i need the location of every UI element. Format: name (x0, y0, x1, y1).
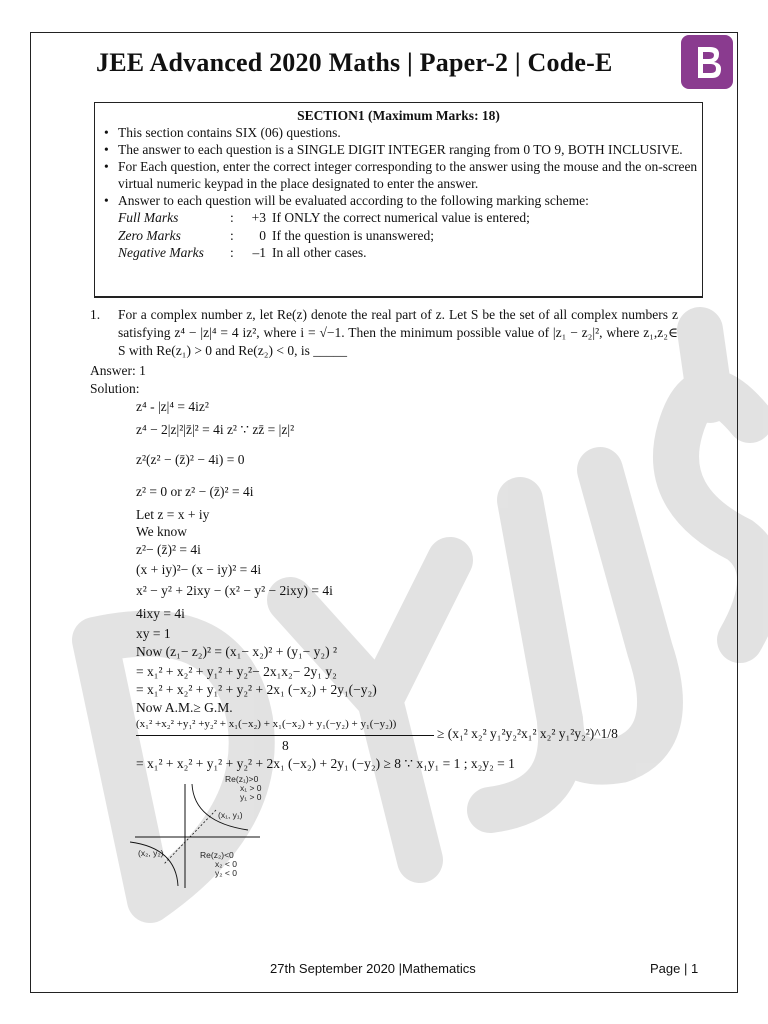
scheme-value: +3 (251, 210, 266, 225)
page-title: JEE Advanced 2020 Maths | Paper-2 | Code-E (96, 48, 613, 77)
footer-date: 27th September 2020 |Mathematics (270, 961, 476, 976)
instruction-item: • Answer to each question will be evaluated according to the following marking scheme: (118, 192, 702, 209)
marking-scheme (118, 209, 702, 262)
amgm-denominator: 8 (282, 738, 289, 753)
answer-line: Answer: 1 (90, 363, 146, 378)
section-instructions-box (94, 102, 703, 298)
solution-line: z⁴ − 2|z|²|z̄|² = 4i z² ∵ zz̄ = |z|² (136, 422, 295, 437)
instruction-item: • This section contains SIX (06) questions. (118, 124, 702, 141)
solution-line: 4ixy = 4i (136, 606, 185, 621)
hyperbola-diagram (130, 772, 290, 890)
scheme-desc: If the question is unanswered; (272, 227, 434, 243)
graph-label: y₁ > 0 (240, 792, 262, 802)
solution-label: Solution: (90, 381, 140, 396)
amgm-rhs: ≥ (x₁² x₂² y₁²y₂²x₁² x₂² y₁²y₂²)^1/8 (437, 726, 618, 741)
solution-line: z²− (z̄)² = 4i (136, 542, 201, 557)
scheme-value: –1 (252, 245, 266, 260)
amgm-numerator: (x₁² +x₂² +y₁² +y₂² + x₁(−x₂) + x₁(−x₂) + y₁(−y₂) + y₁(−y₂)) (136, 718, 397, 730)
graph-label: Re(z₁)>0 (225, 774, 259, 784)
solution-line: Now A.M.≥ G.M. (136, 700, 233, 715)
solution-line: Let z = x + iy (136, 507, 210, 522)
instruction-item: • For Each question, enter the correct integer corresponding to the answer using the mouse and the on-screen virtual numeric keypad in the place designated to enter the answer. (118, 158, 702, 192)
question-text: For a complex number z, let Re(z) denote the real part of z. Let S be the set of all complex numbers z satisfying z⁴ − |z|⁴ = 4 iz², where i = √−1. Then the minimum possible value of |z₁ − z₂|², where z₁,z₂∈ S with Re(z₁) > 0 and Re(z₂) < 0, is _____ (118, 307, 678, 358)
graph-label: x₁ > 0 (240, 783, 262, 793)
section-title: SECTION1 (Maximum Marks: 18) (297, 108, 500, 123)
scheme-sep: : (230, 227, 234, 243)
instruction-list (95, 124, 702, 209)
scheme-sep: : (230, 210, 234, 225)
solution-line: We know (136, 524, 188, 539)
question-number: 1. (90, 307, 101, 322)
scheme-label: Zero Marks (118, 227, 181, 243)
scheme-desc: If ONLY the correct numerical value is entered; (272, 210, 530, 225)
byjus-logo (681, 35, 733, 89)
solution-line: z²(z² − (z̄)² − 4i) = 0 (136, 452, 245, 467)
scheme-label: Negative Marks (118, 245, 204, 260)
solution-line: (x + iy)²− (x − iy)² = 4i (136, 562, 262, 577)
instruction-item: • The answer to each question is a SINGLE DIGIT INTEGER ranging from 0 TO 9, BOTH INCLUSIVE. (118, 141, 702, 158)
graph-label: y₂ < 0 (215, 868, 237, 878)
scheme-sep: : (230, 245, 234, 260)
graph-label: (x₁, y₁) (218, 810, 243, 820)
graph-label: Re(z₂)<0 (200, 850, 234, 860)
solution-line: = x₁² + x₂² + y₁² + y₂²− 2x₁x₂− 2y₁ y₂ (136, 664, 337, 679)
scheme-desc: In all other cases. (272, 245, 367, 260)
question-1 (90, 306, 678, 360)
solution-line: z² = 0 or z² − (z̄)² = 4i (136, 484, 254, 499)
solution-line: x² − y² + 2ixy − (x² − y² − 2ixy) = 4i (136, 583, 333, 598)
scheme-value: 0 (259, 227, 266, 243)
solution-line: = x₁² + x₂² + y₁² + y₂² + 2x₁ (−x₂) + 2y₁(−y₂) (136, 682, 377, 697)
fraction-bar (136, 735, 434, 736)
solution-line: xy = 1 (136, 626, 171, 641)
solution-line: z⁴ - |z|⁴ = 4iz² (136, 399, 209, 414)
graph-label: x₂ < 0 (215, 859, 237, 869)
solution-line: = x₁² + x₂² + y₁² + y₂² + 2x₁ (−x₂) + 2y₁ (−y₂) ≥ 8 ∵ x₁y₁ = 1 ; x₂y₂ = 1 (136, 756, 515, 771)
graph-label: (x₂, y₂) (138, 848, 164, 858)
solution-line: Now (z₁− z₂)² = (x₁− x₂)² + (y₁− y₂) ² (136, 644, 338, 659)
scheme-label: Full Marks (118, 210, 179, 225)
footer-page-number: Page | 1 (650, 961, 699, 976)
